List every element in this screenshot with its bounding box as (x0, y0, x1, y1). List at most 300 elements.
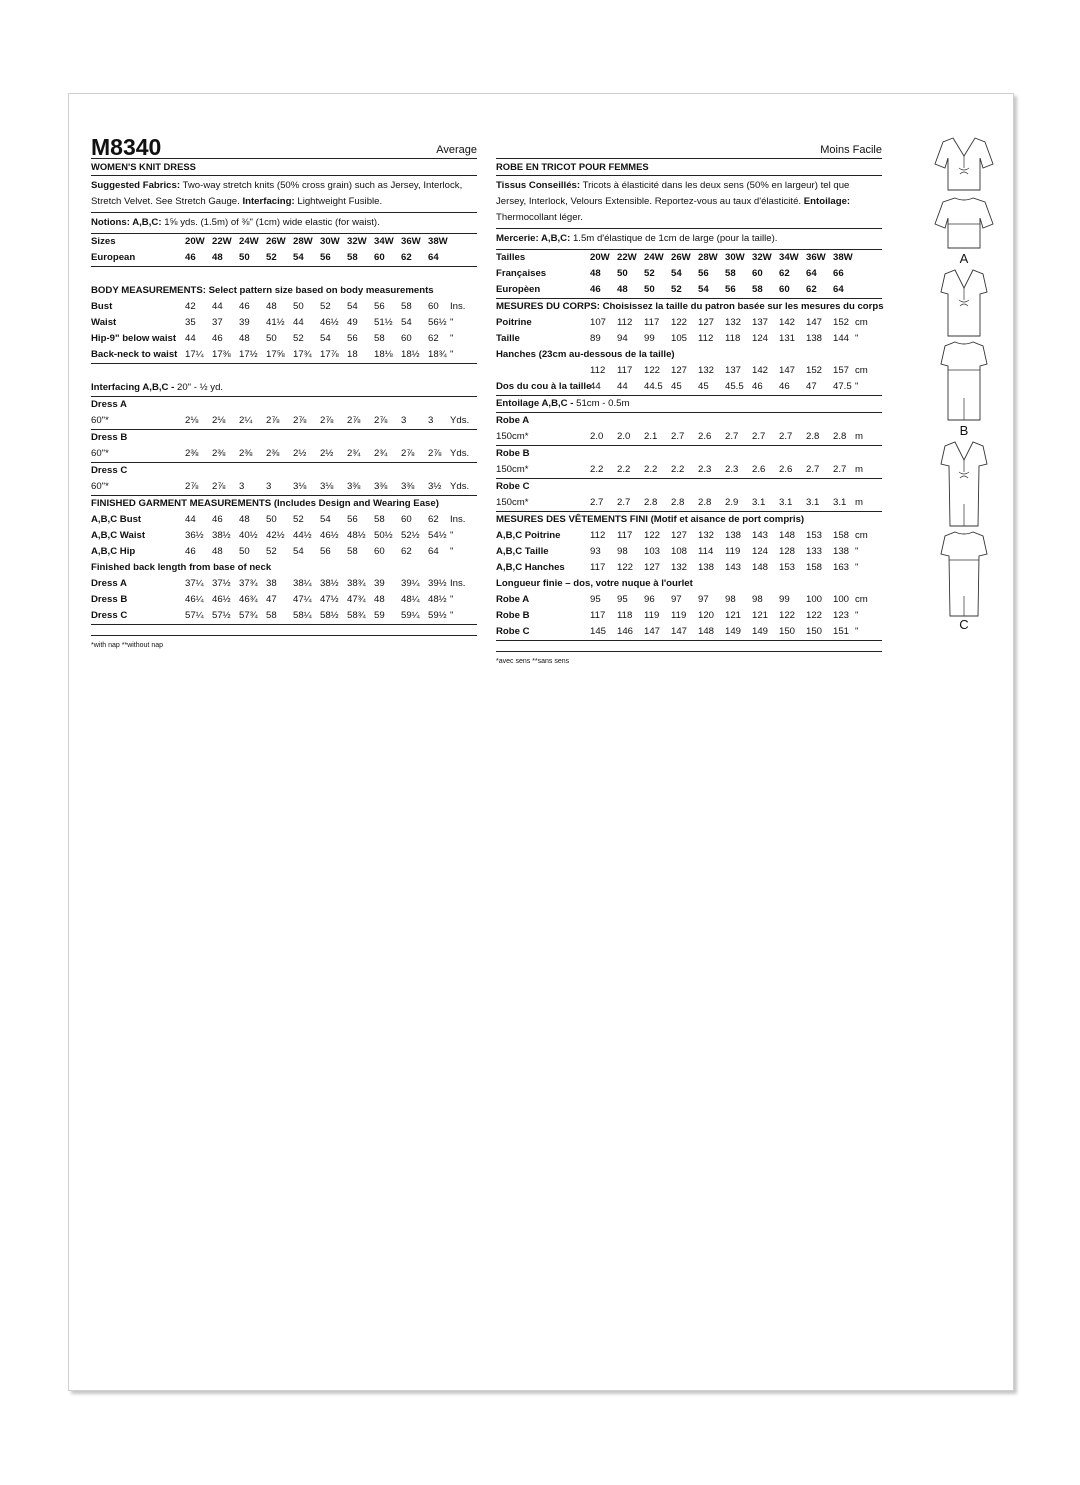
table-cell: 56 (725, 284, 736, 295)
table-cell: 3 (401, 415, 407, 426)
table-cell: 3.1 (833, 497, 847, 508)
unit-label: " (855, 333, 859, 344)
table-cell: 99 (779, 594, 790, 605)
row-label: Dress A (91, 578, 127, 589)
unit-label: Yds. (450, 481, 470, 492)
table-row (496, 250, 882, 266)
table-cell: 2⅞ (212, 481, 226, 492)
table-cell: 2⅜ (212, 448, 226, 459)
table-cell: 3⅛ (293, 481, 307, 492)
table-cell: 47.5 (833, 381, 852, 392)
table-cell: 47 (266, 594, 277, 605)
unit-label: Ins. (450, 578, 466, 589)
unit-label: " (450, 349, 454, 360)
table-row (91, 608, 477, 624)
table-cell: 51½ (374, 317, 393, 328)
row-label: 150cm* (496, 431, 529, 442)
table-cell: 58 (347, 252, 358, 263)
table-cell: 46 (590, 284, 601, 295)
table-cell: 38¼ (293, 578, 312, 589)
interfacing-section (91, 380, 477, 397)
french-column (496, 136, 882, 667)
table-cell: 95 (617, 594, 628, 605)
table-cell: 42 (185, 301, 196, 312)
interfacing-heading-fr: Entoilage A,B,C - (496, 398, 577, 409)
table-cell: 2⅜ (239, 448, 253, 459)
unit-label: m (855, 431, 863, 442)
table-cell: 147 (806, 317, 823, 328)
interfacing-row-fr (496, 396, 882, 412)
table-cell: 124 (752, 546, 769, 557)
table-cell: 3½ (428, 481, 442, 492)
table-cell: 46 (185, 546, 196, 557)
table-cell: 44 (590, 381, 601, 392)
table-cell: 20W (185, 236, 205, 247)
table-cell: 114 (698, 546, 714, 557)
table-cell: 52 (293, 333, 304, 344)
table-row (91, 234, 477, 250)
table-cell: 48 (617, 284, 628, 295)
table-cell: 97 (698, 594, 709, 605)
interfacing-amount-fr: 51cm - 0.5m (576, 398, 630, 409)
table-cell: 2.1 (644, 431, 658, 442)
table-cell: 62 (779, 268, 790, 279)
notions-label-fr: Mercerie: A,B,C: (496, 233, 571, 244)
table-cell: 47¾ (347, 594, 366, 605)
table-cell: 112 (590, 530, 606, 541)
table-cell: 117 (590, 562, 606, 573)
row-label: Taille (496, 333, 520, 344)
table-cell: 18¾ (428, 349, 447, 360)
table-cell: 26W (266, 236, 286, 247)
table-cell: 37 (212, 317, 223, 328)
table-cell: 49 (347, 317, 358, 328)
notions-text-fr: 1.5m d'élastique de 1cm de large (pour la taille). (570, 233, 778, 244)
table-cell: 142 (779, 317, 796, 328)
interfacing-label: Interfacing: (242, 196, 295, 207)
table-cell: 40½ (239, 530, 258, 541)
interfacing-text-fr: Thermocollant léger. (496, 212, 583, 223)
table-cell: 56 (374, 301, 385, 312)
interfacing-text: Lightweight Fusible. (294, 196, 383, 207)
table-cell: 117 (617, 365, 633, 376)
table-cell: 153 (779, 562, 796, 573)
table-cell: 50 (293, 301, 304, 312)
unit-label: " (450, 594, 454, 605)
yardage-view-name (496, 479, 882, 495)
table-cell: 54 (401, 317, 412, 328)
table-cell: 124 (752, 333, 769, 344)
table-cell: 60 (374, 546, 385, 557)
table-row (91, 315, 477, 331)
notions-text: 1⅝ yds. (1.5m) of ⅜" (1cm) wide elastic (for waist). (161, 217, 380, 228)
table-cell: 62 (428, 333, 439, 344)
unit-label: Yds. (450, 448, 470, 459)
table-cell: 3 (428, 415, 434, 426)
table-cell: 132 (671, 562, 688, 573)
table-cell: 62 (428, 514, 439, 525)
table-cell: 98 (617, 546, 628, 557)
table-cell: 50 (239, 252, 250, 263)
row-label: 60"* (91, 448, 109, 459)
table-cell: 132 (698, 365, 715, 376)
table-row (496, 592, 882, 608)
table-cell: 44 (185, 333, 196, 344)
unit-label: Ins. (450, 301, 466, 312)
table-cell: 132 (698, 530, 715, 541)
table-cell: 44½ (293, 530, 312, 541)
section-heading (91, 560, 477, 576)
table-cell: 100 (833, 594, 850, 605)
table-row (496, 544, 882, 560)
table-cell: 20W (590, 252, 610, 263)
row-label: A,B,C Waist (91, 530, 146, 541)
row-label: Bust (91, 301, 113, 312)
unit-label: " (450, 546, 454, 557)
table-cell: 58 (374, 514, 385, 525)
table-cell: 52 (293, 514, 304, 525)
notions (91, 213, 477, 234)
interfacing-section-fr (496, 396, 882, 413)
unit-label: m (855, 464, 863, 475)
difficulty-level-fr: Moins Facile (820, 144, 882, 156)
table-cell: 17½ (239, 349, 258, 360)
table-cell: 64 (806, 268, 817, 279)
table-cell: 95 (590, 594, 601, 605)
table-cell: 60 (752, 268, 763, 279)
table-cell: 54 (347, 301, 358, 312)
table-row (91, 479, 477, 495)
table-row (91, 299, 477, 315)
table-cell: 3 (266, 481, 272, 492)
table-cell: 138 (833, 546, 850, 557)
table-cell: 127 (644, 562, 661, 573)
interfacing-label-fr: Entoilage: (803, 196, 851, 207)
table-row (91, 528, 477, 544)
view-name: Dress C (91, 465, 128, 476)
table-cell: 105 (671, 333, 688, 344)
table-cell: 58½ (320, 610, 339, 621)
table-cell: 38¾ (347, 578, 366, 589)
yardage-block (496, 446, 882, 479)
table-cell: 57¾ (239, 610, 258, 621)
table-cell: 117 (617, 530, 633, 541)
unit-label: " (450, 333, 454, 344)
table-cell: 2⅞ (401, 448, 415, 459)
table-cell: 122 (617, 562, 634, 573)
table-cell: 2.7 (779, 431, 793, 442)
table-cell: 46 (212, 333, 223, 344)
row-label: Back-neck to waist (91, 349, 178, 360)
table-cell: 39 (374, 578, 385, 589)
table-row (91, 512, 477, 528)
table-cell: 58 (401, 301, 412, 312)
table-cell: 144 (833, 333, 850, 344)
table-cell: 48 (239, 333, 250, 344)
row-label: Robe B (496, 610, 530, 621)
view-label-a: A (959, 251, 969, 266)
table-cell: 44 (212, 301, 223, 312)
table-cell: 142 (752, 365, 769, 376)
table-cell: 28W (698, 252, 718, 263)
row-label: Dos du cou à la taille (496, 381, 592, 392)
pattern-envelope-back (68, 93, 1014, 1391)
interfacing-heading: Interfacing A,B,C - (91, 382, 177, 393)
table-cell: 59 (374, 610, 385, 621)
table-cell: 98 (725, 594, 736, 605)
fabrics-text: Two-way stretch knits (50% cross grain) such as Jersey, Interlock, Stretch Velvet. See Stretch Gauge. (91, 180, 463, 207)
unit-label: " (450, 317, 454, 328)
table-cell: 122 (671, 317, 688, 328)
table-cell: 137 (725, 365, 742, 376)
table-cell: 39½ (428, 578, 447, 589)
table-cell: 131 (779, 333, 796, 344)
table-cell: 48 (239, 514, 250, 525)
table-cell: 35 (185, 317, 196, 328)
table-cell: 2¾ (374, 448, 388, 459)
table-row (91, 446, 477, 462)
row-label: Françaises (496, 268, 547, 279)
table-cell: 163 (833, 562, 850, 573)
table-cell: 47½ (320, 594, 339, 605)
row-label: 150cm* (496, 497, 529, 508)
finished-heading-fr: MESURES DES VÊTEMENTS FINI (Motif et aisance de port compris) (496, 514, 805, 525)
pattern-number: M8340 (91, 134, 162, 160)
table-cell: 123 (833, 610, 850, 621)
table-cell: 117 (644, 317, 660, 328)
table-cell: 46 (752, 381, 763, 392)
view-b-front-sketch (933, 266, 995, 338)
table-row (496, 528, 882, 544)
unit-label: cm (855, 365, 868, 376)
table-cell: 137 (752, 317, 769, 328)
table-cell: 54 (293, 252, 304, 263)
table-cell: 17¾ (293, 349, 312, 360)
table-cell: 58 (374, 333, 385, 344)
table-cell: 17¼ (185, 349, 204, 360)
table-cell: 2.6 (698, 431, 712, 442)
table-cell: 148 (779, 530, 796, 541)
table-cell: 22W (212, 236, 232, 247)
unit-label: Yds. (450, 415, 470, 426)
table-cell: 98 (752, 594, 763, 605)
table-cell: 3⅜ (347, 481, 361, 492)
section-heading (496, 347, 882, 363)
size-chart (91, 234, 477, 267)
table-cell: 45 (671, 381, 682, 392)
table-cell: 62 (401, 252, 412, 263)
table-cell: 2.7 (833, 464, 847, 475)
table-cell: 50 (266, 514, 277, 525)
view-name: Robe A (496, 415, 530, 426)
table-cell: 64 (428, 546, 439, 557)
table-cell: 38½ (212, 530, 231, 541)
table-cell: 42½ (266, 530, 285, 541)
unit-label: " (855, 546, 859, 557)
table-cell: 46 (779, 381, 790, 392)
table-cell: 52½ (401, 530, 420, 541)
row-label: A,B,C Taille (496, 546, 549, 557)
table-cell: 17⅜ (212, 349, 231, 360)
table-cell: 64 (428, 252, 439, 263)
table-cell: 34W (779, 252, 799, 263)
unit-label: cm (855, 594, 868, 605)
garment-title-fr: ROBE EN TRICOT POUR FEMMES (496, 159, 882, 176)
table-cell: 157 (833, 365, 850, 376)
table-cell: 56 (347, 514, 358, 525)
table-cell: 18½ (401, 349, 420, 360)
row-label: European (91, 252, 136, 263)
view-a-back-sketch (933, 194, 995, 252)
table-cell: 127 (671, 530, 688, 541)
table-cell: 89 (590, 333, 601, 344)
table-cell: 2.6 (779, 464, 793, 475)
table-cell: 2.0 (590, 431, 604, 442)
table-cell: 145 (590, 626, 607, 637)
table-cell: 127 (671, 365, 688, 376)
table-cell: 32W (347, 236, 367, 247)
table-row (496, 282, 882, 298)
table-cell: 143 (752, 530, 769, 541)
table-cell: 46 (185, 252, 196, 263)
table-cell: 58 (752, 284, 763, 295)
table-cell: 39¼ (401, 578, 420, 589)
difficulty-level: Average (436, 144, 477, 156)
table-cell: 52 (644, 268, 655, 279)
table-cell: 2⅞ (374, 415, 388, 426)
finished-heading: FINISHED GARMENT MEASUREMENTS (Includes Design and Wearing Ease) (91, 498, 439, 509)
table-cell: 57½ (212, 610, 231, 621)
table-cell: 2.2 (617, 464, 631, 475)
back-length-heading-fr: Longueur finie – dos, votre nuque à l'ourlet (496, 578, 693, 589)
yardage-block (91, 463, 477, 496)
table-cell: 48 (266, 301, 277, 312)
table-cell: 60 (374, 252, 385, 263)
table-cell: 117 (590, 610, 606, 621)
yardage-block (91, 430, 477, 463)
yardage-view-name (496, 446, 882, 462)
suggested-fabrics-fr (496, 176, 882, 229)
table-cell: 48½ (428, 594, 447, 605)
table-cell: 150 (806, 626, 823, 637)
view-c-front-sketch (933, 438, 995, 528)
table-cell: 38 (266, 578, 277, 589)
table-cell: 2⅞ (293, 415, 307, 426)
table-cell: 66 (833, 268, 844, 279)
view-name: Robe B (496, 448, 530, 459)
table-cell: 146 (617, 626, 634, 637)
yardage-view-name (91, 430, 477, 446)
table-cell: 2.2 (590, 464, 604, 475)
table-cell: 38W (833, 252, 853, 263)
table-cell: 119 (644, 610, 660, 621)
yardage-block (496, 479, 882, 512)
table-cell: 118 (617, 610, 633, 621)
section-heading (496, 512, 882, 528)
table-cell: 2¼ (239, 415, 253, 426)
table-cell: 2.2 (644, 464, 658, 475)
table-cell: 37¼ (185, 578, 204, 589)
finished-measurements (91, 496, 477, 625)
unit-label: " (450, 610, 454, 621)
table-cell: 99 (644, 333, 655, 344)
table-cell: 59¼ (401, 610, 420, 621)
table-cell: 2.3 (725, 464, 739, 475)
table-cell: 30W (320, 236, 340, 247)
table-cell: 153 (806, 530, 823, 541)
table-cell: 48 (374, 594, 385, 605)
table-cell: 2½ (293, 448, 307, 459)
table-cell: 122 (779, 610, 796, 621)
yardage-section (91, 397, 477, 496)
body-heading-fr: MESURES DU CORPS: Choisissez la taille du patron basée sur les mesures du corps (496, 301, 884, 312)
table-cell: 44 (185, 514, 196, 525)
table-cell: 112 (698, 333, 714, 344)
table-cell: 24W (239, 236, 259, 247)
table-cell: 56 (698, 268, 709, 279)
table-cell: 3.1 (806, 497, 820, 508)
table-cell: 158 (833, 530, 850, 541)
unit-label: " (450, 530, 454, 541)
unit-label: Ins. (450, 514, 466, 525)
section-heading (91, 283, 477, 299)
row-label: A,B,C Poitrine (496, 530, 561, 541)
table-cell: 132 (725, 317, 742, 328)
table-cell: 45.5 (725, 381, 744, 392)
fabrics-text-fr: Tricots à élasticité dans les deux sens (50% en largeur) tel que Jersey, Interlock, Velours Extensible. Reportez-vous au taux d'élasticité. (496, 180, 850, 207)
table-cell: 152 (833, 317, 850, 328)
row-label: 60"* (91, 481, 109, 492)
table-cell: 38½ (320, 578, 339, 589)
french-header (496, 136, 882, 159)
body-measurements (91, 283, 477, 364)
table-row (91, 544, 477, 560)
table-cell: 58¼ (293, 610, 312, 621)
table-cell: 46 (239, 301, 250, 312)
table-cell: 122 (644, 530, 661, 541)
table-cell: 121 (752, 610, 769, 621)
table-cell: 147 (671, 626, 688, 637)
back-length-heading: Finished back length from base of neck (91, 562, 272, 573)
table-cell: 103 (644, 546, 661, 557)
table-row (496, 560, 882, 576)
table-cell: 2.7 (752, 431, 766, 442)
table-cell: 60 (401, 333, 412, 344)
table-cell: 37½ (212, 578, 231, 589)
table-cell: 22W (617, 252, 637, 263)
table-row (91, 347, 477, 363)
yardage-view-name (496, 413, 882, 429)
table-cell: 18⅛ (374, 349, 393, 360)
table-cell: 50 (266, 333, 277, 344)
notions-label: Notions: A,B,C: (91, 217, 162, 228)
table-cell: 2.3 (698, 464, 712, 475)
table-cell: 52 (320, 301, 331, 312)
english-column (91, 136, 477, 651)
table-cell: 56 (320, 252, 331, 263)
table-cell: 24W (644, 252, 664, 263)
table-cell: 57¼ (185, 610, 204, 621)
table-cell: 60 (428, 301, 439, 312)
table-cell: 46¾ (239, 594, 258, 605)
table-cell: 58 (266, 610, 277, 621)
table-cell: 36W (806, 252, 826, 263)
table-cell: 152 (806, 365, 823, 376)
table-row (496, 624, 882, 640)
section-heading (91, 496, 477, 512)
table-cell: 150 (779, 626, 796, 637)
table-cell: 2.7 (617, 497, 631, 508)
